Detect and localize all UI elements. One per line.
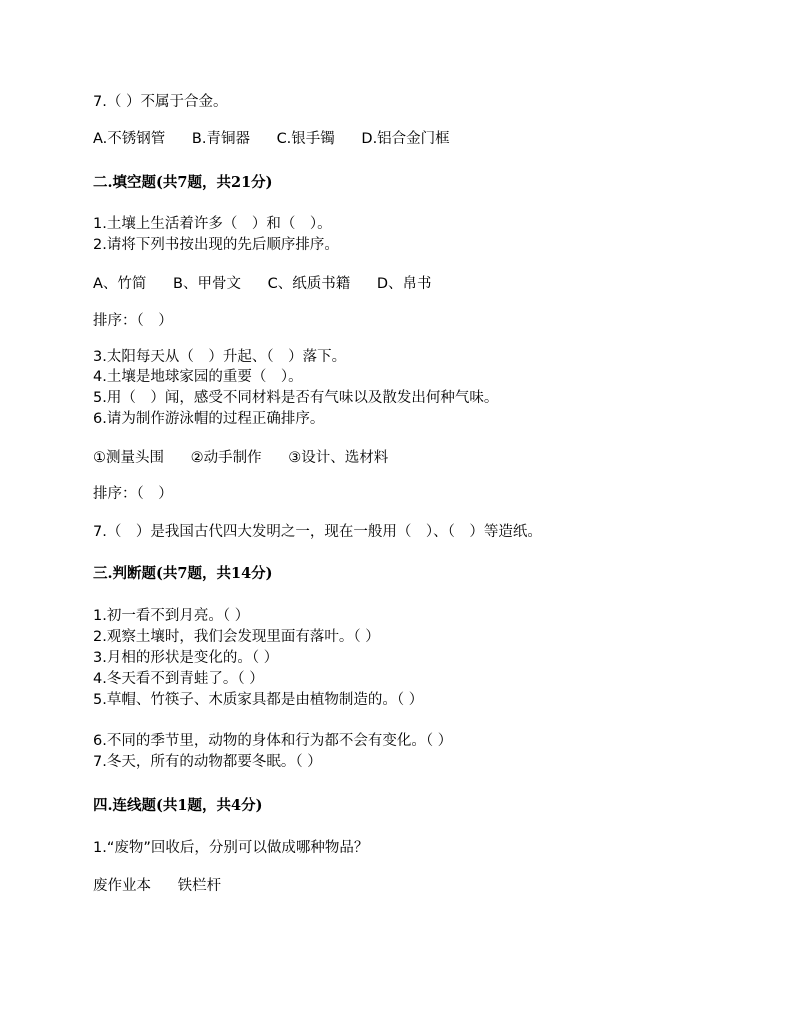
judge-item-7: 7.冬天，所有的动物都要冬眠。（ ） (93, 754, 322, 770)
section-heading-true-false: 三.判断题(共7题，共14分) (93, 565, 273, 582)
option-a: A.不锈钢管 (93, 131, 166, 147)
fill-question-2-order: 排序：（ ） (93, 313, 173, 329)
fill-question-6: 6.请为制作游泳帽的过程正确排序。 (93, 411, 325, 427)
fill-question-5: 5.用（ ）闻，感受不同材料是否有气味以及散发出何种气味。 (93, 390, 499, 406)
matching-item-2: 铁栏杆 (177, 878, 222, 894)
judge-item-4: 4.冬天看不到青蛙了。（ ） (93, 671, 264, 687)
fill-question-7: 7.（ ）是我国古代四大发明之一，现在一般用（ ）、（ ）等造纸。 (93, 524, 542, 540)
fill-question-6-options (93, 448, 388, 468)
option-b: B.青铜器 (191, 131, 250, 147)
question-7-alloy: 7.（ ）不属于合金。 (93, 94, 228, 110)
matching-items (93, 876, 221, 896)
option-a: A、竹简 (93, 276, 147, 292)
judge-item-5: 5.草帽、竹筷子、木质家具都是由植物制造的。（ ） (93, 692, 424, 708)
step-1: ①测量头围 (93, 450, 164, 466)
fill-question-6-order: 排序：（ ） (93, 486, 173, 502)
section-heading-matching: 四.连线题(共1题，共4分) (93, 797, 263, 814)
fill-question-4: 4.土壤是地球家园的重要（ ）。 (93, 369, 303, 385)
option-b: B、甲骨文 (173, 276, 241, 292)
question-7-options (93, 129, 450, 149)
fill-question-1: 1.土壤上生活着许多（ ）和（ ）。 (93, 216, 332, 232)
option-d: D.铝合金门框 (361, 131, 450, 147)
fill-question-2-options (93, 274, 432, 294)
matching-item-1: 废作业本 (93, 878, 151, 894)
option-c: C、纸质书籍 (267, 276, 351, 292)
judge-item-2: 2.观察土壤时，我们会发现里面有落叶。（ ） (93, 629, 380, 645)
fill-question-3: 3.太阳每天从（ ）升起、（ ）落下。 (93, 349, 347, 365)
matching-question-1: 1.“废物”回收后，分别可以做成哪种物品？ (93, 840, 369, 856)
step-3: ③设计、选材料 (288, 450, 389, 466)
step-2: ②动手制作 (190, 450, 262, 466)
section-heading-fill-blank: 二.填空题(共7题，共21分) (93, 174, 273, 191)
judge-item-1: 1.初一看不到月亮。（ ） (93, 608, 250, 624)
option-c: C.银手镯 (276, 131, 335, 147)
fill-question-2: 2.请将下列书按出现的先后顺序排序。 (93, 237, 339, 253)
judge-item-6: 6.不同的季节里，动物的身体和行为都不会有变化。（ ） (93, 733, 453, 749)
option-d: D、帛书 (376, 276, 432, 292)
judge-item-3: 3.月相的形状是变化的。（ ） (93, 650, 279, 666)
